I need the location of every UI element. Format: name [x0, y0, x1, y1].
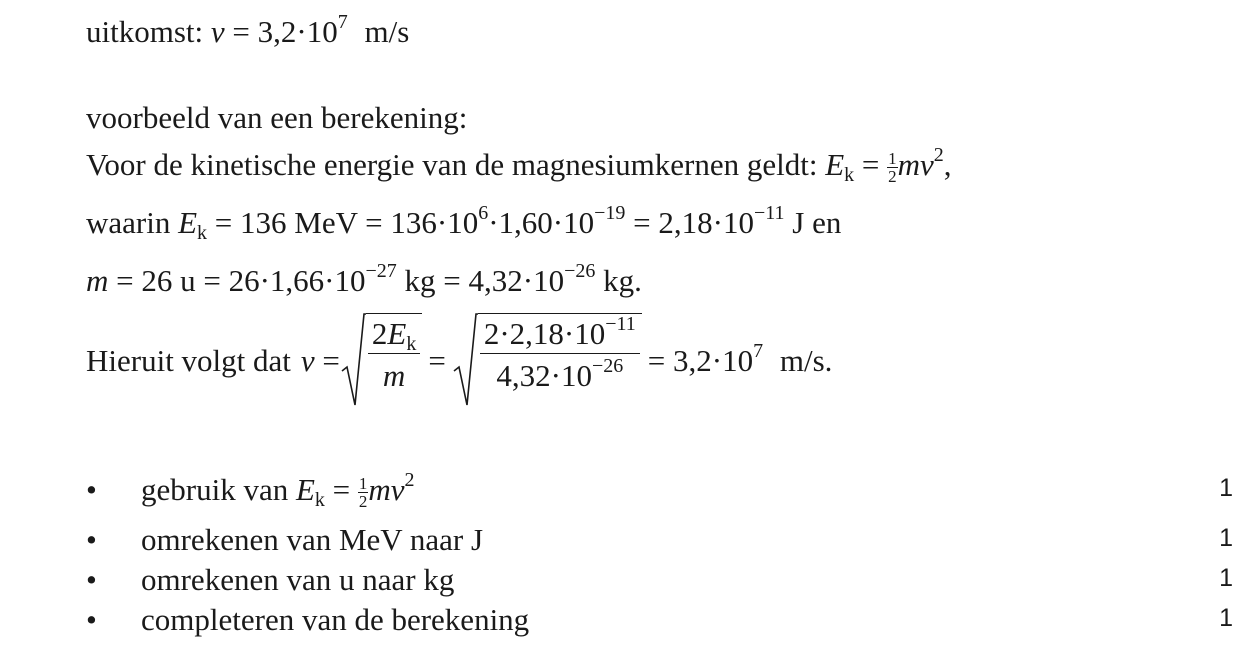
velocity-result: = $3,2\cdot 10^7$ m/s.: [647, 339, 833, 378]
criterion-score: 1: [1219, 524, 1233, 552]
criterion-text: omrekenen van MeV naar J: [141, 522, 484, 557]
velocity-symbol: v =: [300, 342, 340, 378]
outcome-line: [86, 11, 410, 49]
energy-conversion-formula: $E_k = 136$ MeV = $136\cdot 10^6\cdot 1,60\cdot 10^{-19} = 2,18\cdot 10^{-11}$ J: [178, 202, 813, 244]
kinetic-energy-text: Voor de kinetische energie van de magnesiumkernen geldt:: [86, 147, 818, 182]
criterion-formula: $E_k$ = $\frac{1}{2}$ $mv^2$: [295, 469, 415, 512]
equals-sign: =: [428, 342, 446, 378]
kinetic-energy-formula: $E_k$ = $\frac{1}{2}$ $mv^2$,: [825, 144, 952, 187]
criterion-item: [86, 469, 415, 512]
velocity-prefix: Hieruit volgt dat: [86, 342, 291, 378]
criterion-score: 1: [1219, 604, 1233, 632]
example-heading: voorbeeld van een berekening:: [86, 100, 468, 135]
criterion-score: 1: [1219, 474, 1233, 502]
bullet-icon: •: [86, 602, 97, 637]
velocity-line: [86, 310, 832, 410]
criterion-score: 1: [1219, 564, 1233, 592]
outcome-formula: $v = 3,2\cdot 10^7$ m/s: [210, 11, 410, 49]
mass-conversion-line: [86, 260, 642, 298]
outcome-label: uitkomst:: [86, 14, 204, 49]
criterion-item: [86, 564, 454, 595]
sqrt-expression-1: $\frac{2E_k}{m}$: [340, 313, 422, 407]
sqrt-expression-2: $\frac{2\cdot 2,18\cdot 10^{-11}}{4,32\cdot 10^{-26}}$: [452, 313, 642, 407]
bullet-icon: •: [86, 562, 97, 597]
sqrt-sign-icon: [340, 313, 366, 407]
energy-conversion-prefix: waarin: [86, 205, 171, 240]
criterion-text: completeren van de berekening: [141, 602, 530, 637]
energy-conversion-line: [86, 202, 842, 244]
bullet-icon: •: [86, 522, 97, 557]
criterion-text: gebruik van: [141, 472, 289, 507]
bullet-icon: •: [86, 472, 97, 507]
criterion-item: [86, 604, 529, 635]
energy-conversion-suffix: en: [812, 205, 842, 240]
criterion-item: [86, 524, 483, 555]
kinetic-energy-line: [86, 144, 952, 187]
sqrt-sign-icon: [452, 313, 478, 407]
criterion-text: omrekenen van u naar kg: [141, 562, 455, 597]
mass-conversion-formula: m = 26 $u = 26\cdot 1,66\cdot 10^{-27}$ kg = $4,32\cdot 10^{-26}$ kg.: [86, 260, 642, 298]
